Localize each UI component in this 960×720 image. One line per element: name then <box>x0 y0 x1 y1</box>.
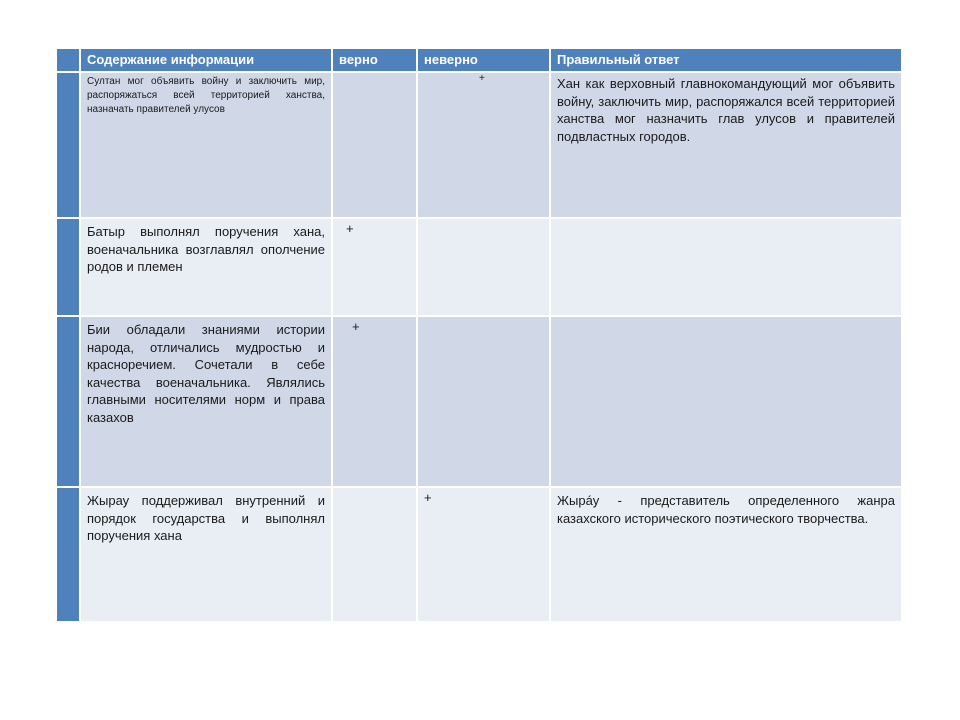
header-index <box>57 49 81 73</box>
header-correct-answer: Правильный ответ <box>551 49 903 73</box>
quiz-table <box>57 49 903 623</box>
header-false: неверно <box>418 49 551 73</box>
true-mark: + <box>346 221 354 236</box>
answer-text: Хан как верховный главнокомандующий мог объявить войну, заключить мир, распоряжался всей территорией ханства мог назначить глав улусов и правителей подвластных городов. <box>557 76 895 144</box>
answer-text: Жырáу - представитель определенного жанра казахского исторического поэтического творчества. <box>557 493 895 526</box>
header-content: Содержание информации <box>81 49 333 73</box>
true-cell <box>333 317 418 488</box>
content-cell <box>81 317 333 488</box>
true-cell <box>333 73 418 219</box>
content-text: Султан мог объявить войну и заключить мир, распоряжаться всей территорией ханства, назначать правителей улусов <box>87 76 325 115</box>
table-row <box>57 73 903 219</box>
answer-cell <box>551 73 903 219</box>
answer-cell <box>551 219 903 317</box>
true-cell <box>333 488 418 623</box>
table-row <box>57 317 903 488</box>
content-cell <box>81 488 333 623</box>
true-cell <box>333 219 418 317</box>
false-cell <box>418 219 551 317</box>
false-cell <box>418 73 551 219</box>
header-true: верно <box>333 49 418 73</box>
false-mark: + <box>424 490 432 505</box>
true-mark: + <box>352 319 360 334</box>
row-index-cell <box>57 317 81 488</box>
table-row <box>57 488 903 623</box>
content-cell <box>81 73 333 219</box>
content-cell <box>81 219 333 317</box>
answer-text <box>551 317 901 321</box>
row-index-cell <box>57 73 81 219</box>
content-text: Жырау поддерживал внутренний и порядок государства и выполнял поручения хана <box>87 493 325 543</box>
row-index-cell <box>57 219 81 317</box>
table-row <box>57 219 903 317</box>
false-cell <box>418 317 551 488</box>
answer-cell <box>551 317 903 488</box>
content-text: Батыр выполнял поручения хана, военачальника возглавлял ополчение родов и племен <box>87 224 325 274</box>
header-row <box>57 49 903 73</box>
false-mark: + <box>479 73 485 84</box>
content-text: Бии обладали знаниями истории народа, отличались мудростью и красноречием. Сочетали в себе качества военачальника. Являлись главными носителями норм и права казахов <box>87 322 325 425</box>
false-cell <box>418 488 551 623</box>
answer-text <box>551 219 901 223</box>
answer-cell <box>551 488 903 623</box>
row-index-cell <box>57 488 81 623</box>
